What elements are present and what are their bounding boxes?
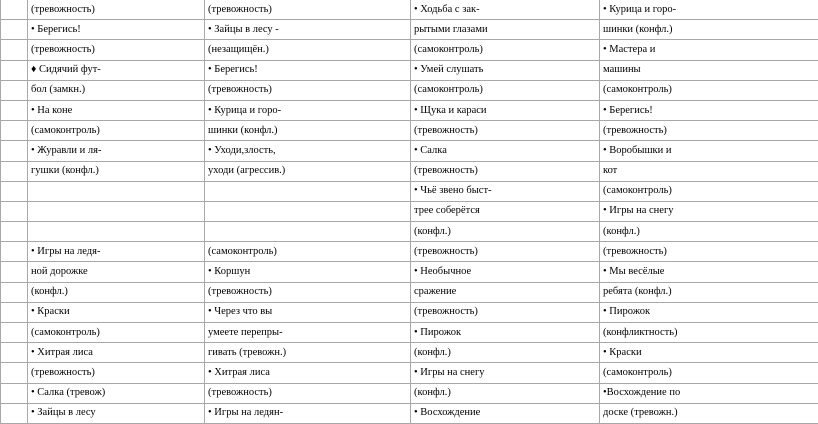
table-cell: (самоконтроль) xyxy=(600,363,818,383)
table-cell: (конфл.) xyxy=(600,222,818,242)
table-cell: (тревожность) xyxy=(28,40,205,60)
table-row xyxy=(1,383,818,403)
table-cell: машины xyxy=(600,60,818,80)
row-spacer-cell xyxy=(1,121,28,141)
table-cell: (тревожность) xyxy=(411,121,600,141)
table-cell: (тревожность) xyxy=(411,161,600,181)
row-spacer-cell xyxy=(1,80,28,100)
table-cell: (конфл.) xyxy=(411,383,600,403)
table-cell: бол (замкн.) xyxy=(28,80,205,100)
row-spacer-cell xyxy=(1,20,28,40)
row-spacer-cell xyxy=(1,201,28,221)
table-cell: (тревожность) xyxy=(411,242,600,262)
table-cell: • Краски xyxy=(600,343,818,363)
table-cell: • Зайцы в лесу xyxy=(28,403,205,423)
table-cell: • Необычное xyxy=(411,262,600,282)
table-cell: • Хитрая лиса xyxy=(28,343,205,363)
table-cell: • Курица и горо- xyxy=(205,100,411,120)
table-row xyxy=(1,201,818,221)
row-spacer-cell xyxy=(1,242,28,262)
table-cell: • Умей слушать xyxy=(411,60,600,80)
table-row xyxy=(1,222,818,242)
table-cell: • Берегись! xyxy=(28,20,205,40)
table-cell: • Игры на снегу xyxy=(600,201,818,221)
table-cell: кот xyxy=(600,161,818,181)
table-cell: (тревожность) xyxy=(205,282,411,302)
table-row xyxy=(1,0,818,20)
table-cell: умеете перепры- xyxy=(205,323,411,343)
table-cell: • Игры на ледя- xyxy=(28,242,205,262)
table-row xyxy=(1,141,818,161)
table-cell: • Уходи,злость, xyxy=(205,141,411,161)
table-row xyxy=(1,100,818,120)
row-spacer-cell xyxy=(1,222,28,242)
table-cell: (тревожность) xyxy=(600,242,818,262)
row-spacer-cell xyxy=(1,403,28,423)
row-spacer-cell xyxy=(1,40,28,60)
row-spacer-cell xyxy=(1,302,28,322)
table-row xyxy=(1,60,818,80)
table-row xyxy=(1,363,818,383)
table-cell: (самоконтроль) xyxy=(205,242,411,262)
table-row xyxy=(1,282,818,302)
table-cell: (конфл.) xyxy=(28,282,205,302)
table-cell: • Игры на снегу xyxy=(411,363,600,383)
table-cell: • Коршун xyxy=(205,262,411,282)
table-body xyxy=(1,0,818,423)
table-cell: • Чьё звено быст- xyxy=(411,181,600,201)
table-cell: (конфл.) xyxy=(411,222,600,242)
row-spacer-cell xyxy=(1,0,28,20)
table-cell: ребята (конфл.) xyxy=(600,282,818,302)
table-cell: • Воробышки и xyxy=(600,141,818,161)
table-row xyxy=(1,40,818,60)
table-cell: (тревожность) xyxy=(205,80,411,100)
table-cell: ной дорожке xyxy=(28,262,205,282)
table-cell: (самоконтроль) xyxy=(28,323,205,343)
table-cell: • Игры на ледян- xyxy=(205,403,411,423)
table-cell: (самоконтроль) xyxy=(600,80,818,100)
table-cell: трее соберётся xyxy=(411,201,600,221)
table-cell: • Зайцы в лесу - xyxy=(205,20,411,40)
table-cell: уходи (агрессив.) xyxy=(205,161,411,181)
table-cell: • Берегись! xyxy=(600,100,818,120)
row-spacer-cell xyxy=(1,60,28,80)
table-cell: •Восхождение по xyxy=(600,383,818,403)
table-cell: • Мастера и xyxy=(600,40,818,60)
row-spacer-cell xyxy=(1,383,28,403)
table-cell: • Через что вы xyxy=(205,302,411,322)
table-cell: (тревожность) xyxy=(411,302,600,322)
table-cell: рытыми глазами xyxy=(411,20,600,40)
table-cell: • Журавли и ля- xyxy=(28,141,205,161)
table-cell: шинки (конфл.) xyxy=(600,20,818,40)
row-spacer-cell xyxy=(1,363,28,383)
table-cell: (тревожность) xyxy=(28,0,205,20)
table-cell xyxy=(28,201,205,221)
row-spacer-cell xyxy=(1,262,28,282)
table-row xyxy=(1,181,818,201)
table-cell: • Пирожок xyxy=(411,323,600,343)
table-cell xyxy=(205,222,411,242)
table-cell: • Краски xyxy=(28,302,205,322)
table-cell: ♦ Сидячий фут- xyxy=(28,60,205,80)
table-row xyxy=(1,262,818,282)
table-cell: (тревожность) xyxy=(28,363,205,383)
table-cell: • Ходьба с зак- xyxy=(411,0,600,20)
row-spacer-cell xyxy=(1,100,28,120)
table-cell xyxy=(205,181,411,201)
table-cell: (конфл.) xyxy=(411,343,600,363)
table-cell: (самоконтроль) xyxy=(600,181,818,201)
table-cell xyxy=(28,222,205,242)
table-row xyxy=(1,242,818,262)
table-cell: гивать (тревожн.) xyxy=(205,343,411,363)
row-spacer-cell xyxy=(1,181,28,201)
table-cell: (самоконтроль) xyxy=(28,121,205,141)
table-cell: • Салка xyxy=(411,141,600,161)
table-cell: гушки (конфл.) xyxy=(28,161,205,181)
table-cell: • На коне xyxy=(28,100,205,120)
row-spacer-cell xyxy=(1,161,28,181)
table-cell: (самоконтроль) xyxy=(411,80,600,100)
table-cell: • Щука и караси xyxy=(411,100,600,120)
row-spacer-cell xyxy=(1,282,28,302)
table-row xyxy=(1,121,818,141)
table-row xyxy=(1,323,818,343)
table-cell: (тревожность) xyxy=(600,121,818,141)
row-spacer-cell xyxy=(1,141,28,161)
table-cell: • Пирожок xyxy=(600,302,818,322)
table-cell: • Мы весёлые xyxy=(600,262,818,282)
row-spacer-cell xyxy=(1,343,28,363)
table-cell: (незащищён.) xyxy=(205,40,411,60)
table-row xyxy=(1,161,818,181)
table-cell xyxy=(205,201,411,221)
table-cell: (самоконтроль) xyxy=(411,40,600,60)
table-cell: (тревожность) xyxy=(205,0,411,20)
table-row xyxy=(1,20,818,40)
table-row xyxy=(1,343,818,363)
table-cell: шинки (конфл.) xyxy=(205,121,411,141)
table-cell: (тревожность) xyxy=(205,383,411,403)
table-cell: сражение xyxy=(411,282,600,302)
table-cell: • Восхождение xyxy=(411,403,600,423)
table-row xyxy=(1,80,818,100)
table-cell xyxy=(28,181,205,201)
row-spacer-cell xyxy=(1,323,28,343)
table-cell: • Берегись! xyxy=(205,60,411,80)
table-row xyxy=(1,302,818,322)
table-row xyxy=(1,403,818,423)
table-cell: • Хитрая лиса xyxy=(205,363,411,383)
table-cell: • Курица и горо- xyxy=(600,0,818,20)
table-cell: доске (тревожн.) xyxy=(600,403,818,423)
table-cell: • Салка (тревож) xyxy=(28,383,205,403)
table-cell: (конфликтность) xyxy=(600,323,818,343)
